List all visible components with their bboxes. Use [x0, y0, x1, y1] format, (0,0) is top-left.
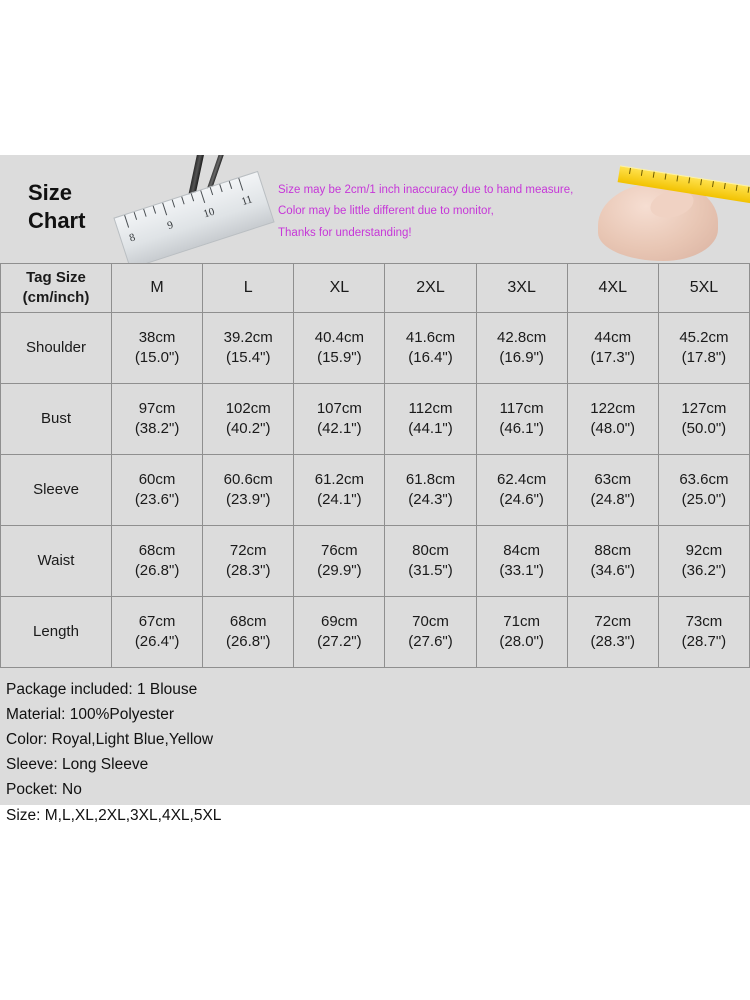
cell-value-cm: 70cm	[412, 612, 449, 630]
cell-value-cm: 69cm	[321, 612, 358, 630]
table-row	[1, 597, 750, 668]
cell-value-cm: 38cm	[138, 328, 176, 346]
cell-value-inch: (38.2")	[134, 420, 180, 437]
cell-length-l	[203, 597, 294, 668]
cell-bust-xl	[294, 384, 385, 455]
detail-package: Package included: 1 Blouse	[6, 681, 198, 698]
cell-waist-xl	[294, 526, 385, 597]
cell-length-xl	[294, 597, 385, 668]
column-header-m: M	[112, 264, 203, 313]
chart-header	[0, 155, 750, 263]
cell-value-cm: 61.2cm	[314, 470, 364, 488]
cell-value-inch: (33.1")	[499, 562, 544, 579]
cell-value-cm: 72cm	[229, 541, 267, 559]
cell-value-cm: 80cm	[412, 541, 449, 559]
page-title-line2: Chart	[28, 207, 86, 233]
column-header-4xl: 4XL	[567, 264, 658, 313]
cell-shoulder-5xl	[658, 313, 749, 384]
cell-waist-l	[203, 526, 294, 597]
cell-value-inch: (42.1")	[317, 420, 362, 437]
size-chart-table	[0, 263, 750, 668]
row-label-length: Length	[1, 597, 112, 668]
cell-length-5xl	[658, 597, 749, 668]
table-row	[1, 384, 750, 455]
cell-value-inch: (36.2")	[681, 562, 727, 579]
cell-value-inch: (24.3")	[408, 491, 453, 508]
cell-value-cm: 41.6cm	[405, 328, 456, 346]
cell-value-inch: (15.0")	[134, 349, 180, 366]
cell-value-cm: 102cm	[225, 399, 271, 417]
cell-value-inch: (48.0")	[590, 420, 636, 437]
cell-length-2xl	[385, 597, 476, 668]
cell-bust-4xl	[567, 384, 658, 455]
cell-value-inch: (23.6")	[134, 491, 180, 508]
cell-value-cm: 67cm	[138, 612, 176, 630]
cell-value-cm: 92cm	[685, 541, 723, 559]
cell-value-inch: (28.7")	[681, 633, 727, 650]
tag-size-label: Tag Size	[26, 268, 86, 286]
cell-sleeve-2xl	[385, 455, 476, 526]
tag-size-corner-cell	[1, 264, 112, 313]
cell-value-inch: (29.9")	[317, 562, 362, 579]
cell-value-inch: (15.9")	[317, 349, 362, 366]
row-label-sleeve: Sleeve	[1, 455, 112, 526]
detail-pocket: Pocket: No	[6, 781, 82, 799]
row-label-bust: Bust	[1, 384, 112, 455]
cell-value-inch: (24.8")	[590, 491, 636, 508]
cell-sleeve-5xl	[658, 455, 749, 526]
detail-sleeve: Sleeve: Long Sleeve	[6, 756, 149, 774]
cell-shoulder-l	[203, 313, 294, 384]
cell-value-cm: 40.4cm	[314, 328, 364, 346]
cell-value-cm: 63.6cm	[679, 470, 729, 488]
cell-shoulder-xl	[294, 313, 385, 384]
cell-value-cm: 88cm	[594, 541, 632, 559]
cell-value-cm: 117cm	[499, 399, 544, 417]
column-header-l: L	[203, 264, 294, 313]
cell-value-inch: (23.9")	[225, 491, 271, 508]
cell-value-cm: 68cm	[229, 612, 267, 630]
detail-size: Size: M,L,XL,2XL,3XL,4XL,5XL	[6, 806, 222, 824]
cell-value-cm: 39.2cm	[223, 328, 273, 346]
cell-value-cm: 62.4cm	[497, 470, 547, 488]
ruler-illustration	[118, 155, 278, 263]
cell-value-cm: 60cm	[138, 470, 176, 488]
ruler-number: 8	[127, 231, 137, 245]
cell-value-cm: 84cm	[503, 541, 540, 559]
cell-value-inch: (16.9")	[499, 349, 544, 366]
cell-length-m	[112, 597, 203, 668]
column-header-5xl: 5XL	[658, 264, 749, 313]
row-label-waist: Waist	[1, 526, 112, 597]
size-chart-sheet	[0, 155, 750, 824]
tag-size-unit: (cm/inch)	[22, 289, 90, 306]
cell-value-cm: 127cm	[681, 399, 727, 417]
cell-bust-2xl	[385, 384, 476, 455]
cell-value-inch: (34.6")	[590, 562, 636, 579]
cell-value-inch: (24.6")	[499, 491, 544, 508]
cell-length-3xl	[476, 597, 567, 668]
cell-waist-3xl	[476, 526, 567, 597]
table-header-row	[1, 264, 750, 313]
note-line-2: Color may be little different due to monitor,	[278, 205, 494, 218]
cell-value-inch: (27.2")	[317, 633, 362, 650]
note-line-3: Thanks for understanding!	[278, 226, 412, 239]
cell-length-4xl	[567, 597, 658, 668]
product-details	[0, 668, 750, 828]
cell-value-inch: (28.0")	[499, 633, 544, 650]
cell-value-cm: 73cm	[685, 612, 723, 630]
column-header-3xl: 3XL	[476, 264, 567, 313]
detail-material: Material: 100%Polyester	[6, 706, 174, 724]
cell-value-inch: (26.8")	[134, 562, 180, 579]
cell-value-cm: 60.6cm	[223, 470, 273, 488]
cell-value-inch: (46.1")	[499, 420, 544, 437]
cell-value-inch: (26.8")	[225, 633, 271, 650]
cell-shoulder-m	[112, 313, 203, 384]
table-row	[1, 313, 750, 384]
tape-measure-illustration	[590, 161, 750, 263]
cell-waist-m	[112, 526, 203, 597]
cell-waist-5xl	[658, 526, 749, 597]
cell-value-cm: 44cm	[594, 328, 632, 346]
cell-value-inch: (28.3")	[225, 562, 271, 579]
cell-waist-4xl	[567, 526, 658, 597]
row-label-shoulder: Shoulder	[1, 313, 112, 384]
note-line-1: Size may be 2cm/1 inch inaccuracy due to hand measure,	[278, 184, 574, 196]
cell-value-cm: 122cm	[590, 399, 636, 417]
cell-value-cm: 76cm	[321, 541, 358, 559]
cell-value-inch: (44.1")	[408, 420, 453, 437]
cell-value-cm: 42.8cm	[497, 328, 547, 346]
cell-sleeve-m	[112, 455, 203, 526]
cell-value-inch: (40.2")	[225, 420, 271, 437]
measurement-notes	[278, 180, 608, 244]
cell-value-inch: (25.0")	[681, 491, 727, 508]
column-header-2xl: 2XL	[385, 264, 476, 313]
cell-sleeve-4xl	[567, 455, 658, 526]
cell-value-cm: 72cm	[594, 612, 632, 630]
cell-value-inch: (16.4")	[408, 349, 453, 366]
cell-value-cm: 68cm	[138, 541, 176, 559]
detail-color: Color: Royal,Light Blue,Yellow	[6, 731, 214, 749]
cell-value-cm: 97cm	[138, 399, 176, 417]
cell-value-inch: (28.3")	[590, 633, 636, 650]
cell-value-cm: 45.2cm	[679, 328, 729, 346]
cell-value-cm: 61.8cm	[405, 470, 456, 488]
cell-value-inch: (50.0")	[681, 420, 727, 437]
table-row	[1, 526, 750, 597]
cell-sleeve-l	[203, 455, 294, 526]
page-title-line1: Size	[28, 180, 73, 205]
cell-value-inch: (17.3")	[590, 349, 636, 366]
cell-sleeve-3xl	[476, 455, 567, 526]
cell-value-cm: 112cm	[408, 399, 453, 417]
cell-value-inch: (15.4")	[225, 349, 271, 366]
ruler-number: 10	[201, 205, 217, 221]
cell-value-inch: (26.4")	[134, 633, 180, 650]
page-title	[28, 179, 128, 234]
cell-sleeve-xl	[294, 455, 385, 526]
cell-bust-5xl	[658, 384, 749, 455]
cell-shoulder-4xl	[567, 313, 658, 384]
cell-value-inch: (31.5")	[408, 562, 453, 579]
cell-shoulder-3xl	[476, 313, 567, 384]
cell-value-cm: 63cm	[594, 470, 632, 488]
cell-bust-3xl	[476, 384, 567, 455]
cell-value-inch: (27.6")	[408, 633, 453, 650]
cell-value-cm: 107cm	[316, 399, 362, 417]
ruler-number: 9	[165, 219, 175, 233]
table-row	[1, 455, 750, 526]
cell-value-inch: (17.8")	[681, 349, 727, 366]
cell-waist-2xl	[385, 526, 476, 597]
cell-value-inch: (24.1")	[317, 491, 362, 508]
cell-bust-l	[203, 384, 294, 455]
ruler-number: 11	[240, 193, 254, 209]
cell-bust-m	[112, 384, 203, 455]
column-header-xl: XL	[294, 264, 385, 313]
cell-value-cm: 71cm	[503, 612, 540, 630]
cell-shoulder-2xl	[385, 313, 476, 384]
